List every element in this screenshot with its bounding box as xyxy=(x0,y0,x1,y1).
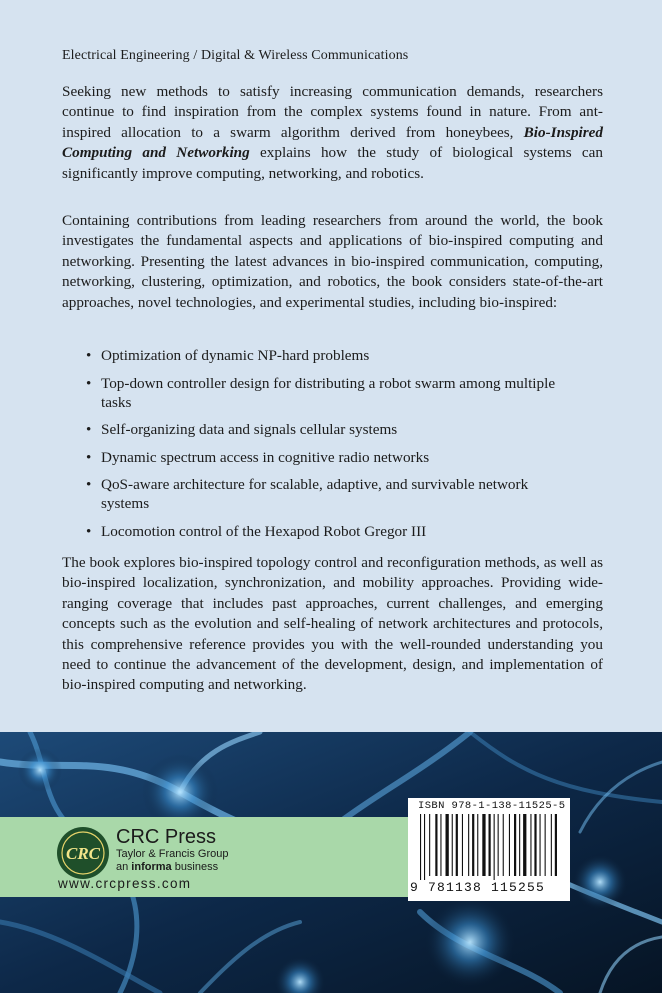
list-item: • Dynamic spectrum access in cognitive radio networks xyxy=(86,448,556,467)
category-label: Electrical Engineering / Digital & Wireless Communications xyxy=(62,48,409,63)
barcode-bars xyxy=(420,814,560,880)
barcode-bar xyxy=(523,814,526,876)
intro-text-end: explains how the study of biological systems can significantly improve computing, networking, and robotics. xyxy=(62,144,604,182)
list-item: • Locomotion control of the Hexapod Robot Gregor III xyxy=(86,522,556,541)
barcode-bar xyxy=(551,814,552,876)
barcode-bar xyxy=(498,814,499,876)
publisher-group: Taylor & Francis Group xyxy=(116,848,229,860)
barcode-bar xyxy=(540,814,541,876)
barcode-bar xyxy=(440,814,441,876)
summary-paragraph: The book explores bio-inspired topology control and reconfiguration methods, as well as bio-inspired localization, synchronization, and mobility approaches. Providing wide-ranging coverage that includes past approaches, current challenges, and emerging concepts such as the evolution and self-healing of network architectures and protocols, this comprehensive reference provides you with the well-rounded understanding you need to continue the advancement of the development, design, and implementation of bio-inspired computing and networking. xyxy=(62,554,603,694)
list-item: • Optimization of dynamic NP-hard problems xyxy=(86,346,556,365)
isbn-digits: 9 781138 115255 xyxy=(410,880,546,895)
barcode-bar xyxy=(534,814,536,876)
barcode-bar xyxy=(462,814,463,876)
list-item: • QoS-aware architecture for scalable, adaptive, and survivable network systems xyxy=(86,475,556,513)
publisher-name: CRC Press xyxy=(116,826,217,848)
barcode-bar xyxy=(494,814,495,880)
barcode-bar xyxy=(468,814,469,876)
barcode-bar xyxy=(424,814,425,880)
barcode-bar xyxy=(482,814,485,876)
intro-text-start: Seeking new methods to satisfy increasing communication demands, researchers continue to find inspiration from the complex systems found in nature. From ant-inspired allocation to a swarm algorithm derived from honeybees, xyxy=(62,83,603,141)
barcode-bar xyxy=(503,814,504,876)
barcode-bar xyxy=(519,814,520,876)
barcode-bar xyxy=(429,814,430,876)
book-title: Bio-Inspired Computing and Networking xyxy=(62,123,603,162)
publisher-url[interactable]: www.crcpress.com xyxy=(58,876,192,891)
barcode-bar xyxy=(472,814,474,876)
list-item: • Self-organizing data and signals cellular systems xyxy=(86,420,556,439)
barcode-bar xyxy=(420,814,421,880)
barcode-bar xyxy=(514,814,516,876)
barcode-bar xyxy=(435,814,437,876)
tagline-informa: informa xyxy=(131,861,172,873)
tagline-business: business xyxy=(171,861,219,873)
crc-press-logo xyxy=(56,826,110,880)
barcode-bar xyxy=(555,814,557,876)
list-item: • Top-down controller design for distributing a robot swarm among multiple tasks xyxy=(86,374,556,412)
barcode-bar xyxy=(509,814,510,876)
isbn-barcode xyxy=(408,798,570,901)
barcode-bar xyxy=(530,814,531,876)
contents-paragraph: Containing contributions from leading researchers from around the world, the book investigates the fundamental aspects and applications of bio-inspired computing and networking. Presenting the latest advances in bio-inspired communication, computing, networking, clustering, optimization, and robotics, the book considers state-of-the-art approaches, novel technologies, and experimental studies, including bio-inspired: xyxy=(62,212,603,311)
publisher-tagline xyxy=(116,861,228,874)
barcode-bar xyxy=(452,814,453,876)
publisher-info xyxy=(116,826,228,874)
isbn-label: ISBN 978-1-138-11525-5 xyxy=(418,800,566,812)
barcode-bar xyxy=(456,814,458,876)
barcode-bar xyxy=(477,814,478,876)
barcode-bar xyxy=(446,814,449,876)
tagline-an: an xyxy=(116,861,132,873)
barcode-bar xyxy=(489,814,491,876)
intro-paragraph xyxy=(62,82,603,184)
logo-text: CRC xyxy=(65,844,101,863)
barcode-bar xyxy=(545,814,546,876)
topic-list xyxy=(86,346,556,549)
